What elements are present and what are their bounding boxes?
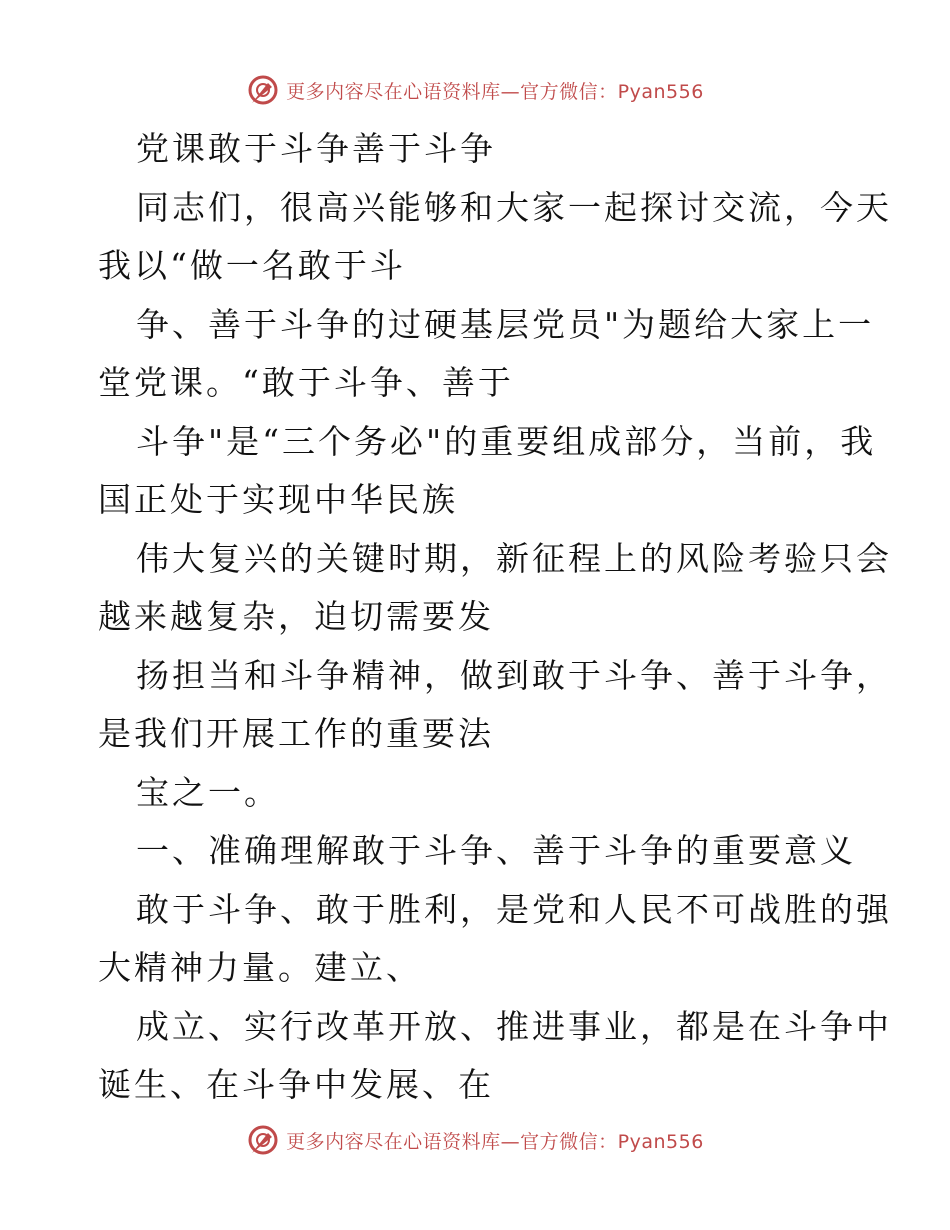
doc-line: 敢于斗争、敢于胜利，是党和人民不可战胜的强 xyxy=(136,889,892,929)
footer-watermark-text: 更多内容尽在心语资料库—官方微信：Pyan556 xyxy=(286,1130,704,1153)
doc-line: 是我们开展工作的重要法 xyxy=(98,714,494,753)
header-watermark-text: 更多内容尽在心语资料库—官方微信：Pyan556 xyxy=(286,80,704,103)
doc-title: 党课敢于斗争善于斗争 xyxy=(136,129,496,168)
doc-line: 成立、实行改革开放、推进事业，都是在斗争中 xyxy=(136,1006,892,1046)
doc-line: 国正处于实现中华民族 xyxy=(98,480,458,519)
doc-line: 斗争"是“三个务必"的重要组成部分，当前，我 xyxy=(136,421,877,461)
doc-line: 宝之一。 xyxy=(136,772,280,812)
doc-line: 大精神力量。建立、 xyxy=(98,948,422,987)
pen-logo-icon xyxy=(246,1123,280,1157)
doc-line: 同志们，很高兴能够和大家一起探讨交流，今天 xyxy=(136,187,892,227)
doc-line: 诞生、在斗争中发展、在 xyxy=(98,1065,494,1104)
doc-line: 堂党课。“敢于斗争、善于 xyxy=(98,363,514,402)
section-heading: 一、准确理解敢于斗争、善于斗争的重要意义 xyxy=(136,831,856,870)
doc-line: 我以“做一名敢于斗 xyxy=(98,246,406,285)
footer-watermark xyxy=(0,1120,950,1160)
doc-line: 争、善于斗争的过硬基层党员"为题给大家上一 xyxy=(136,304,875,344)
doc-line: 越来越复杂，迫切需要发 xyxy=(98,597,494,636)
header-watermark xyxy=(0,70,950,110)
document-body xyxy=(98,120,892,1115)
doc-line: 扬担当和斗争精神，做到敢于斗争、善于斗争， xyxy=(136,655,892,695)
doc-line: 伟大复兴的关键时期，新征程上的风险考验只会 xyxy=(136,538,892,578)
pen-logo-icon xyxy=(246,73,280,107)
